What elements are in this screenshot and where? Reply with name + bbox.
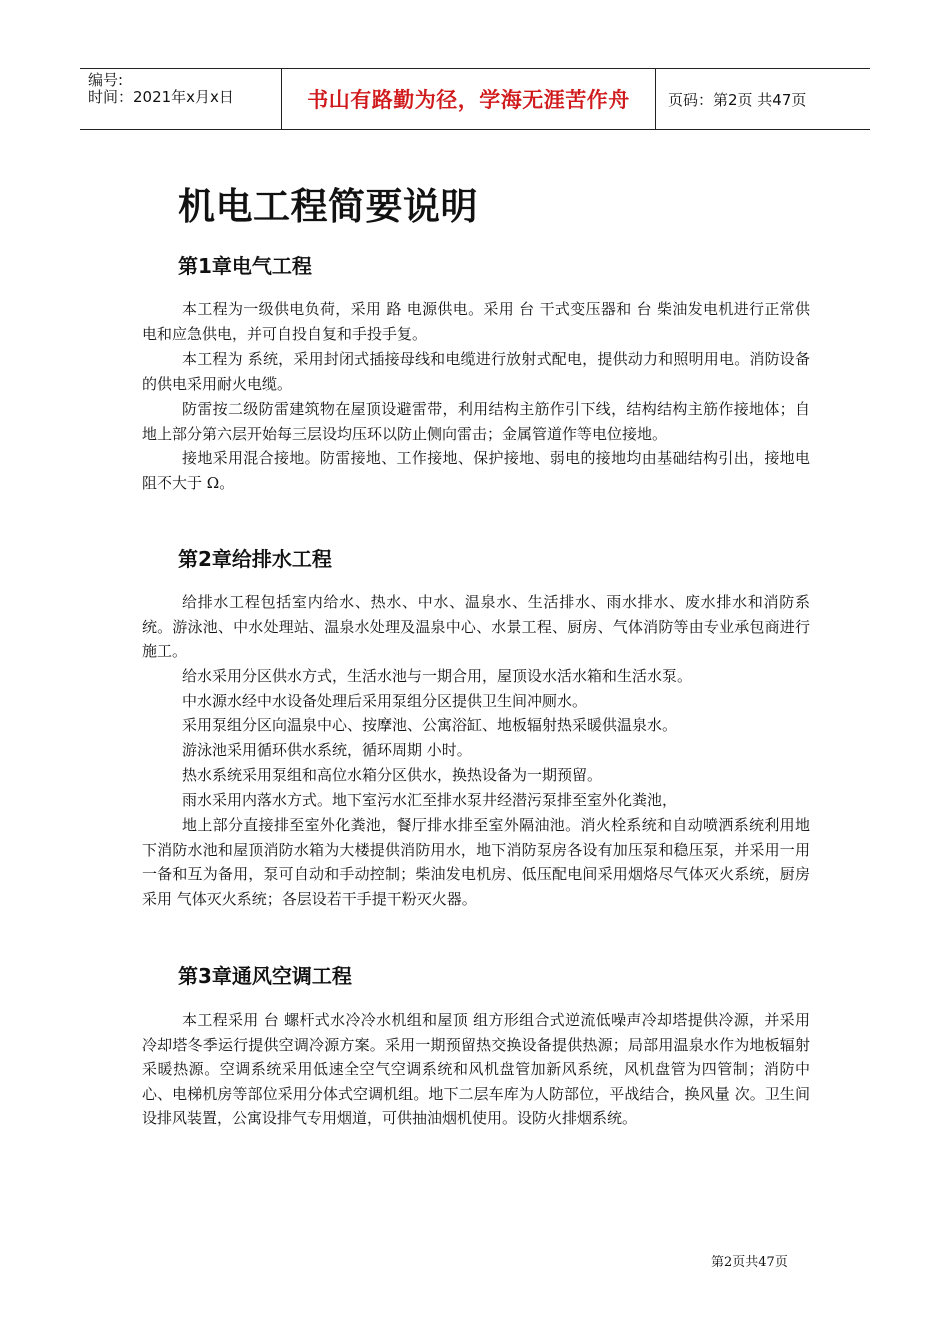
chapter-heading: 第1章电气工程 [178, 254, 312, 278]
paragraph: 本工程为一级供电负荷，采用 路 电源供电。采用 台 干式变压器和 台 柴油发电机进行正常供电和应急供电，并可自投自复和手投手复。 [142, 300, 810, 343]
header-page-label: 页码：第2页 共47页 [668, 90, 807, 109]
chapter-heading: 第3章通风空调工程 [178, 964, 352, 988]
paragraph: 地上部分直接排至室外化粪池，餐厅排水排至室外隔油池。消火栓系统和自动喷洒系统利用地下消防水池和屋顶消防水箱为大楼提供消防用水，地下消防泵房各设有加压泵和稳压泵，并采用一用一备和互为备用，泵可自动和手动控制；柴油发电机房、低压配电间采用烟烙尽气体灭火系统，厨房采用 气体灭火系统；各层设若干手提干粉灭火器。 [142, 816, 810, 908]
paragraph: 采用泵组分区向温泉中心、按摩池、公寓浴缸、地板辐射热采暖供温泉水。 [182, 716, 678, 734]
paragraph: 中水源水经中水设备处理后采用泵组分区提供卫生间冲厕水。 [182, 692, 588, 710]
chapter-heading: 第2章给排水工程 [178, 547, 332, 571]
date-line: 时间：2021年x月x日 [88, 88, 234, 106]
paragraph: 本工程为 系统，采用封闭式插接母线和电缆进行放射式配电，提供动力和照明用电。消防设备的供电采用耐火电缆。 [142, 350, 810, 393]
document-title: 机电工程简要说明 [178, 185, 478, 228]
paragraph: 雨水采用内落水方式。地下室污水汇至排水泵井经潜污泵排至室外化粪池， [182, 791, 678, 809]
paragraph: 防雷按二级防雷建筑物在屋顶设避雷带，利用结构主筋作引下线，结构结构主筋作接地体；自地上部分第六层开始每三层设均压环以防止侧向雷击；金属管道作等电位接地。 [142, 400, 810, 443]
header-info [80, 69, 282, 129]
paragraph: 本工程采用 台 螺杆式水冷冷水机组和屋顶 组方形组合式逆流低噪声冷却塔提供冷源，并采用冷却塔冬季运行提供空调冷源方案。采用一期预留热交换设备提供热源；局部用温泉水作为地板辐射采暖热源。空调系统采用低速全空气空调系统和风机盘管加新风系统，风机盘管为四管制；消防中心、电梯机房等部位采用分体式空调机组。地下二层车库为人防部位，平战结合，换风量 次。卫生间设排风装置，公寓设排气专用烟道，可供抽油烟机使用。设防火排烟系统。 [142, 1011, 810, 1127]
paragraph: 游泳池采用循环供水系统，循环周期 小时。 [182, 741, 472, 759]
paragraph: 给水采用分区供水方式，生活水池与一期合用，屋顶设水活水箱和生活水泵。 [182, 667, 693, 685]
paragraph: 接地采用混合接地。防雷接地、工作接地、保护接地、弱电的接地均由基础结构引出，接地电阻不大于 Ω。 [142, 449, 810, 492]
page-footer: 第2页共47页 [711, 1255, 788, 1270]
paragraph: 热水系统采用泵组和高位水箱分区供水，换热设备为一期预留。 [182, 766, 603, 784]
page-header [80, 68, 870, 130]
number-label: 编号: [88, 71, 124, 89]
paragraph: 给排水工程包括室内给水、热水、中水、温泉水、生活排水、雨水排水、废水排水和消防系统。游泳池、中水处理站、温泉水处理及温泉中心、水景工程、厨房、气体消防等由专业承包商进行施工。 [142, 593, 810, 660]
header-motto: 书山有路勤为径，学海无涯苦作舟 [282, 69, 656, 129]
